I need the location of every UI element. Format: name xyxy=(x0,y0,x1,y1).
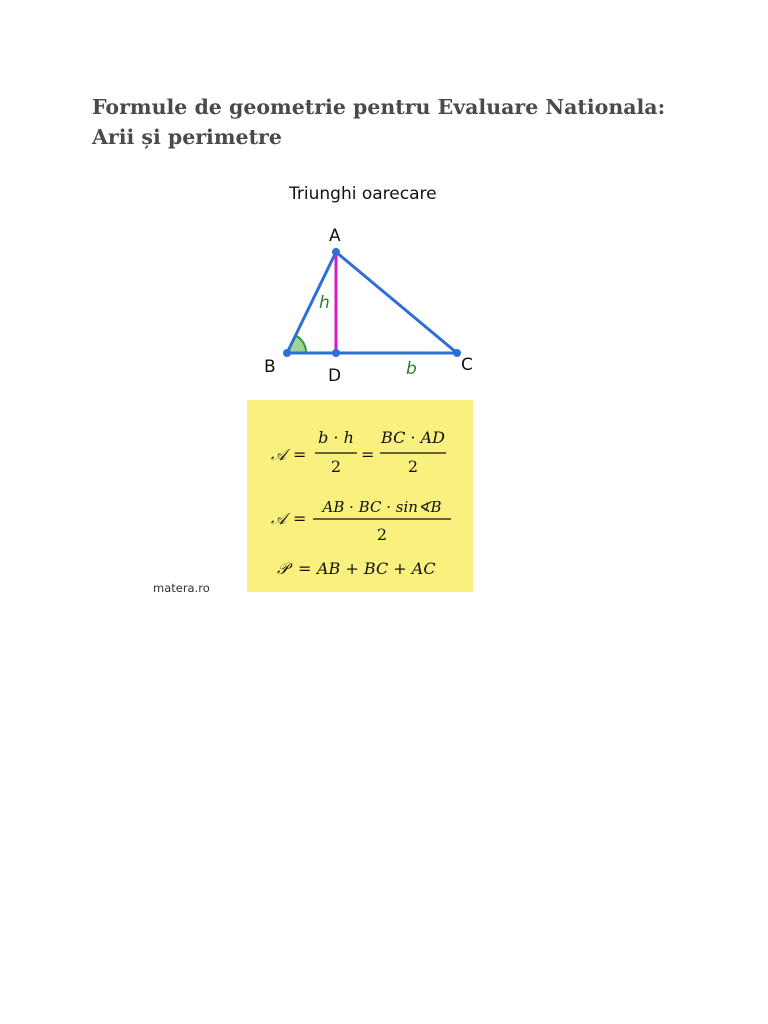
area1-denominator-2: 2 xyxy=(407,457,419,476)
area2-denominator: 2 xyxy=(376,525,388,544)
point-a xyxy=(332,248,340,256)
perimeter-rhs: AB + BC + AC xyxy=(317,559,436,578)
label-h: h xyxy=(319,293,330,313)
label-c: C xyxy=(461,355,473,375)
document-title-line-1: Formule de geometrie pentru Evaluare Nationala: xyxy=(92,95,666,119)
label-b-base: b xyxy=(406,359,417,379)
document-title xyxy=(92,92,712,152)
area2-numerator: AB · BC · sin∢B xyxy=(322,498,442,516)
label-a: A xyxy=(329,226,341,246)
label-d: D xyxy=(328,366,342,386)
document-title-line-2: Arii și perimetre xyxy=(92,125,282,149)
perimeter-symbol: 𝒫 xyxy=(277,559,289,578)
point-b xyxy=(283,349,291,357)
area-symbol-2: 𝒜 xyxy=(271,509,287,528)
area1-denominator-1: 2 xyxy=(330,457,342,476)
area1-numerator-1: b · h xyxy=(318,428,354,447)
side-ac xyxy=(336,252,457,353)
equals-1b: = xyxy=(361,445,375,464)
label-b: B xyxy=(264,357,276,377)
equals-1a: = xyxy=(293,445,307,464)
equals-2: = xyxy=(293,509,307,528)
triangle-diagram xyxy=(255,220,485,395)
point-d xyxy=(332,349,340,357)
area-symbol-1: 𝒜 xyxy=(271,445,287,464)
equals-3: = xyxy=(298,559,312,578)
source-credit: matera.ro xyxy=(153,581,210,595)
figure-title: Triunghi oarecare xyxy=(289,184,437,204)
formula-box xyxy=(247,400,473,592)
area1-numerator-2: BC · AD xyxy=(381,428,445,447)
point-c xyxy=(453,349,461,357)
